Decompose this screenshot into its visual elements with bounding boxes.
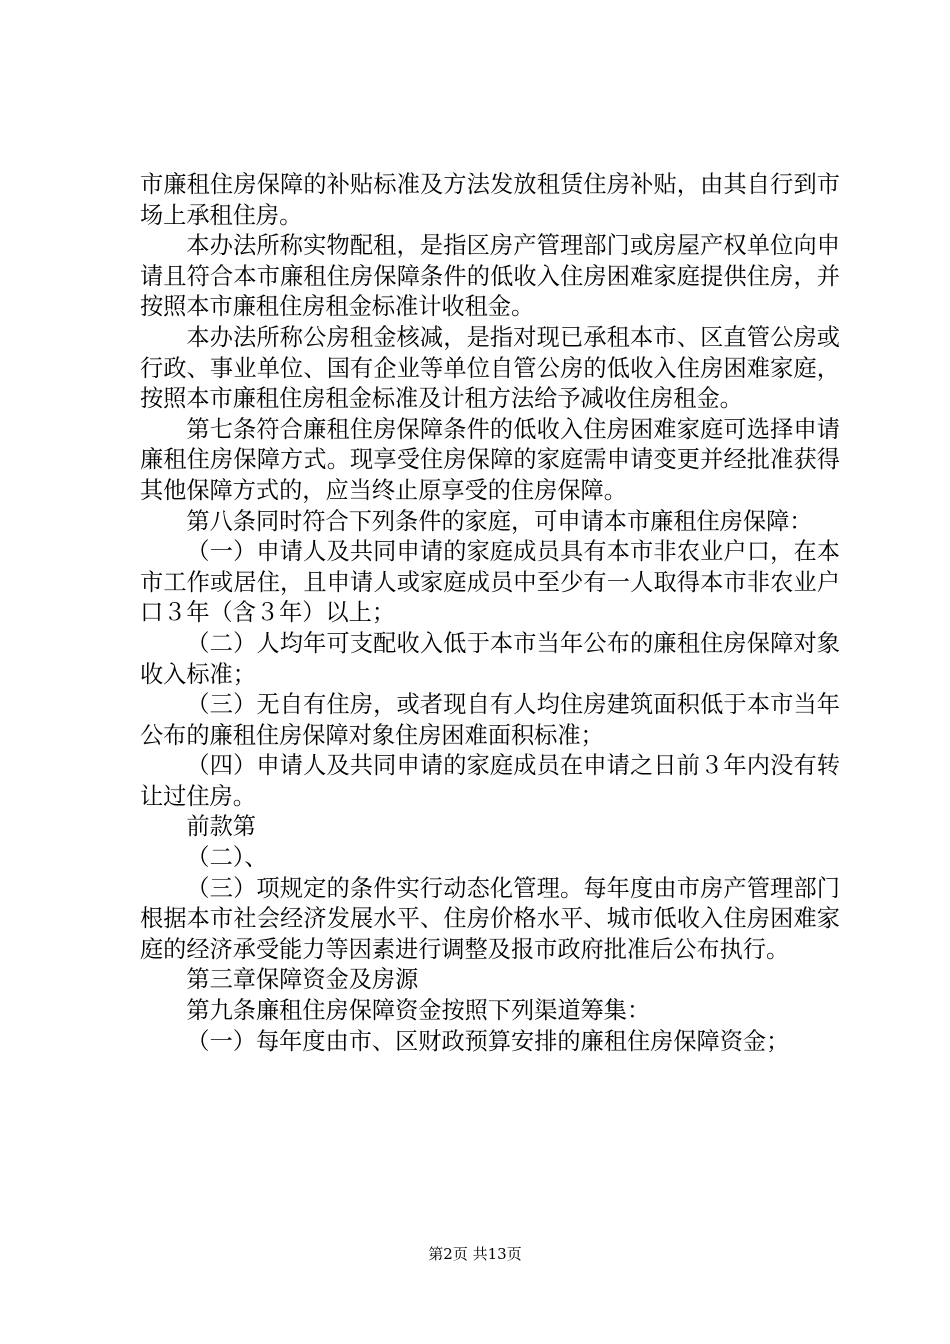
article-8-item-3: （三）无自有住房，或者现自有人均住房建筑面积低于本市当年公布的廉租住房保障对象住房困难面积标准； xyxy=(140,691,840,749)
article-7: 第七条符合廉租住房保障条件的低收入住房困难家庭可选择申请廉租住房保障方式。现享受住房保障的家庭需申请变更并经批准获得其他保障方式的，应当终止原享受的住房保障。 xyxy=(140,415,840,504)
article-8-item-1: （一）申请人及共同申请的家庭成员具有本市非农业户口，在本市工作或居住，且申请人或家庭成员中至少有一人取得本市非农业户口３年（含３年）以上； xyxy=(140,538,840,627)
article-8-item-2: （二）人均年可支配收入低于本市当年公布的廉租住房保障对象收入标准； xyxy=(140,629,840,688)
paragraph-clause-3: （三）项规定的条件实行动态化管理。每年度由市房产管理部门根据本市社会经济发展水平、住房价格水平、城市低收入住房困难家庭的经济承受能力等因素进行调整及报市政府批准后公布执行。 xyxy=(140,874,840,963)
page-footer: 第2页 共13页 xyxy=(428,1245,522,1263)
chapter-3-heading: 第三章保障资金及房源 xyxy=(186,966,419,994)
paragraph-clause-2: （二）、 xyxy=(186,844,268,872)
document-body xyxy=(140,170,840,1057)
paragraph-2: 本办法所称实物配租，是指区房产管理部门或房屋产权单位向申请且符合本市廉租住房保障条件的低收入住房困难家庭提供住房，并按照本市廉租住房租金标准计收租金。 xyxy=(140,232,840,321)
article-9: 第九条廉租住房保障资金按照下列渠道筹集： xyxy=(186,997,651,1025)
article-8-item-4: （四）申请人及共同申请的家庭成员在申请之日前３年内没有转让过住房。 xyxy=(140,752,840,810)
paragraph-preceding-clause: 前款第 xyxy=(186,813,256,841)
paragraph-3: 本办法所称公房租金核减，是指对现已承租本市、区直管公房或行政、事业单位、国有企业等单位自管公房的低收入住房困难家庭，按照本市廉租住房租金标准及计租方法给予减收住房租金。 xyxy=(140,323,840,413)
paragraph-1: 市廉租住房保障的补贴标准及方法发放租赁住房补贴，由其自行到市场上承租住房。 xyxy=(140,171,840,229)
article-8: 第八条同时符合下列条件的家庭，可申请本市廉租住房保障： xyxy=(186,507,813,535)
article-9-item-1: （一）每年度由市、区财政预算安排的廉租住房保障资金； xyxy=(186,1027,790,1055)
